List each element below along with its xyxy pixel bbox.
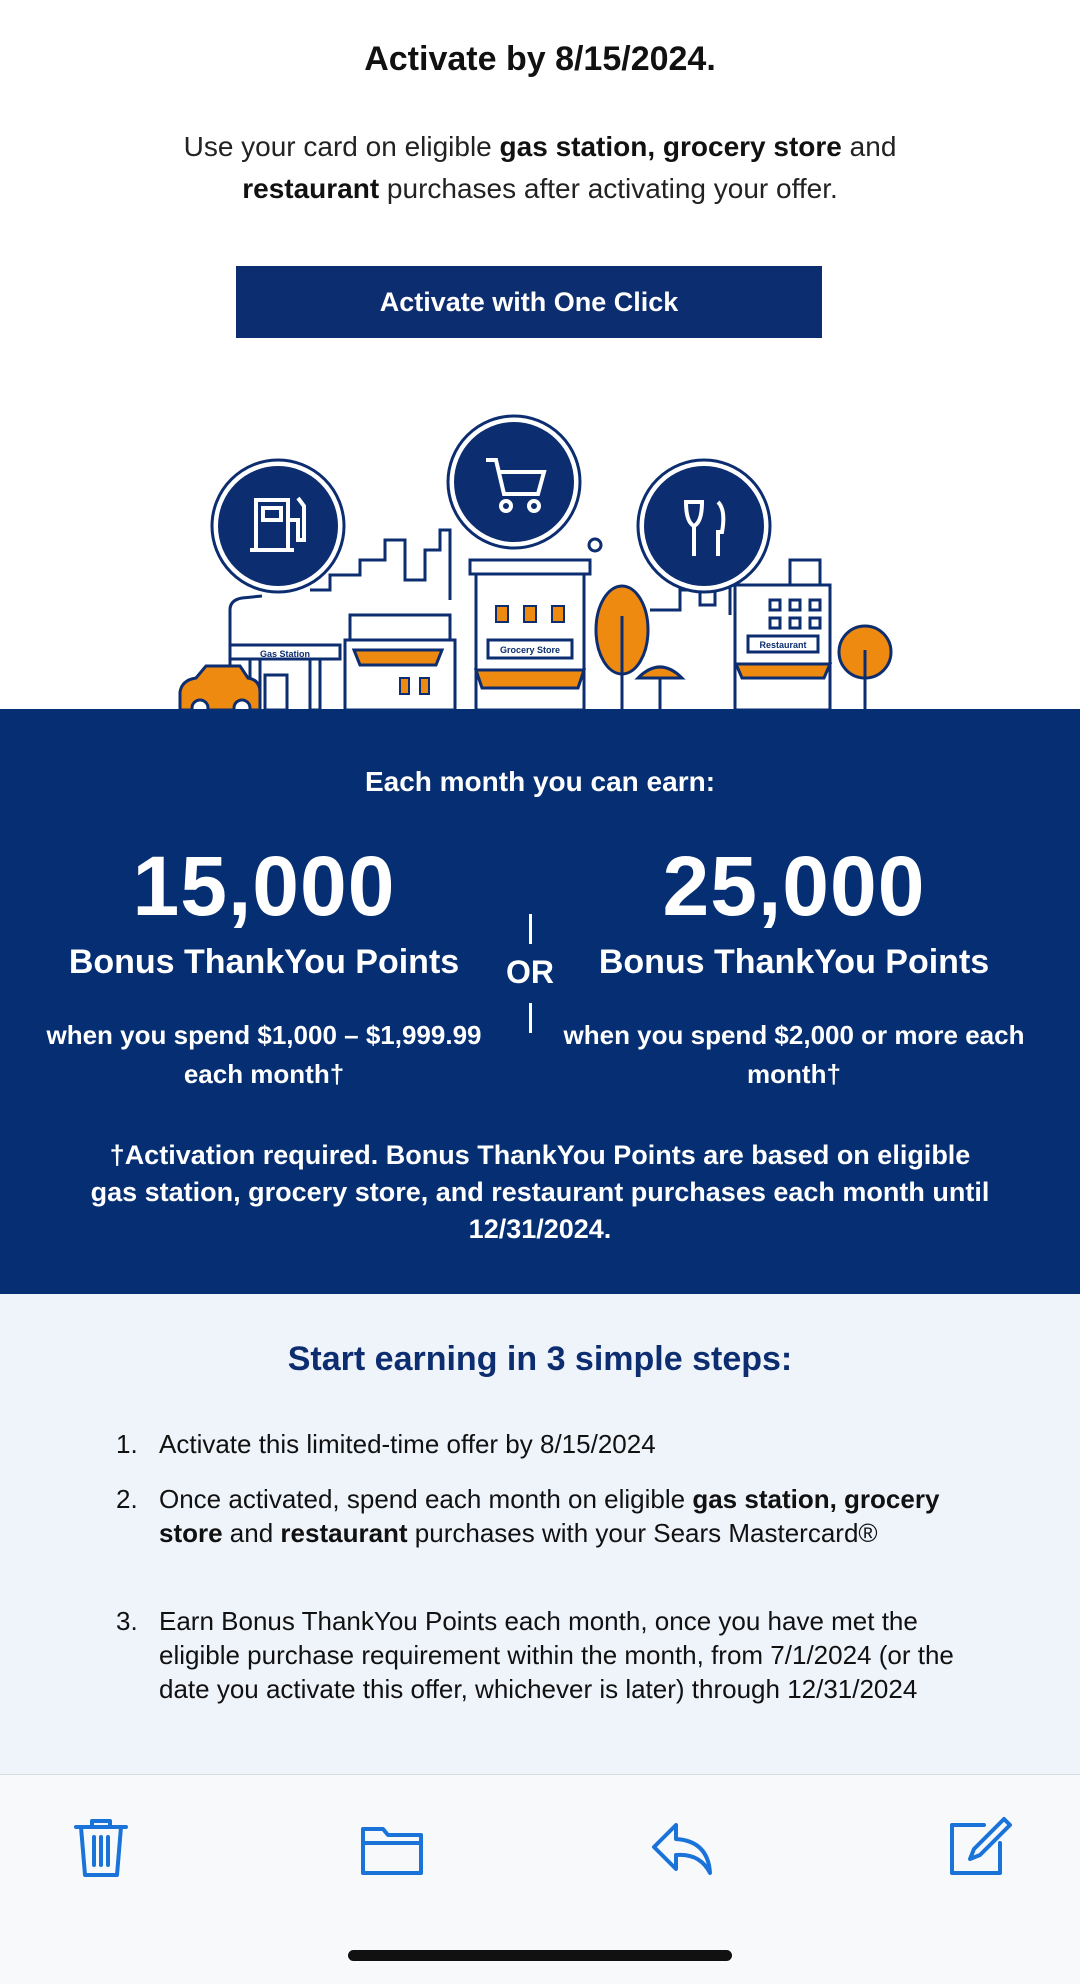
spend-condition: when you spend $1,000 – $1,999.99 each month†	[46, 1020, 482, 1089]
step-3: 3. Earn Bonus ThankYou Points each month, once you have met the eligible purchase requirement within the month, from 7/1/2024 (or the date you activate this offer, whichever is later) through 12/31/2024	[116, 1606, 954, 1704]
move-folder-button[interactable]	[357, 1813, 427, 1883]
home-indicator	[348, 1950, 732, 1961]
points-amount: 15,000	[132, 839, 396, 933]
or-label: OR	[506, 954, 554, 990]
points-label: Bonus ThankYou Points	[68, 943, 460, 981]
header-section	[0, 0, 1080, 709]
steps-section	[0, 1294, 1080, 1774]
gas-station-sign: Gas Station	[259, 649, 311, 659]
compose-button[interactable]	[944, 1813, 1014, 1883]
step-1: 1. Activate this limited-time offer by 8/15/2024	[116, 1429, 656, 1459]
steps-title: Start earning in 3 simple steps:	[287, 1340, 793, 1378]
reply-icon	[648, 1813, 718, 1883]
step-2: 2. Once activated, spend each month on eligible gas station, grocery store and restaurant purchases with your Sears Mastercard®	[116, 1484, 940, 1548]
delete-button[interactable]	[66, 1813, 136, 1883]
trash-icon	[66, 1813, 136, 1883]
offer-heading: Each month you can earn:	[364, 766, 716, 797]
compose-icon	[944, 1813, 1014, 1883]
disclaimer: †Activation required. Bonus ThankYou Points are based on eligible gas station, grocery store, and restaurant purchases each month until 12/31/2024.	[90, 1140, 990, 1244]
points-amount: 25,000	[662, 839, 926, 933]
activate-button[interactable]: Activate with One Click	[236, 266, 822, 338]
divider-line	[529, 914, 532, 944]
headline: Activate by 8/15/2024.	[364, 40, 716, 78]
intro-text: Use your card on eligible gas station, grocery store and restaurant purchases after activating your offer.	[183, 131, 897, 204]
reply-button[interactable]	[648, 1813, 718, 1883]
offer-15000	[24, 841, 504, 1094]
or-divider	[500, 914, 560, 1033]
spend-condition: when you spend $2,000 or more each month†	[563, 1020, 1025, 1089]
points-label: Bonus ThankYou Points	[598, 943, 990, 981]
city-illustration	[170, 410, 910, 710]
offer-section	[0, 709, 1080, 1294]
restaurant-sign: Restaurant	[759, 640, 807, 650]
folder-icon	[357, 1813, 427, 1883]
divider-line	[529, 1003, 532, 1033]
offer-25000	[554, 841, 1034, 1094]
grocery-store-sign: Grocery Store	[499, 645, 561, 655]
